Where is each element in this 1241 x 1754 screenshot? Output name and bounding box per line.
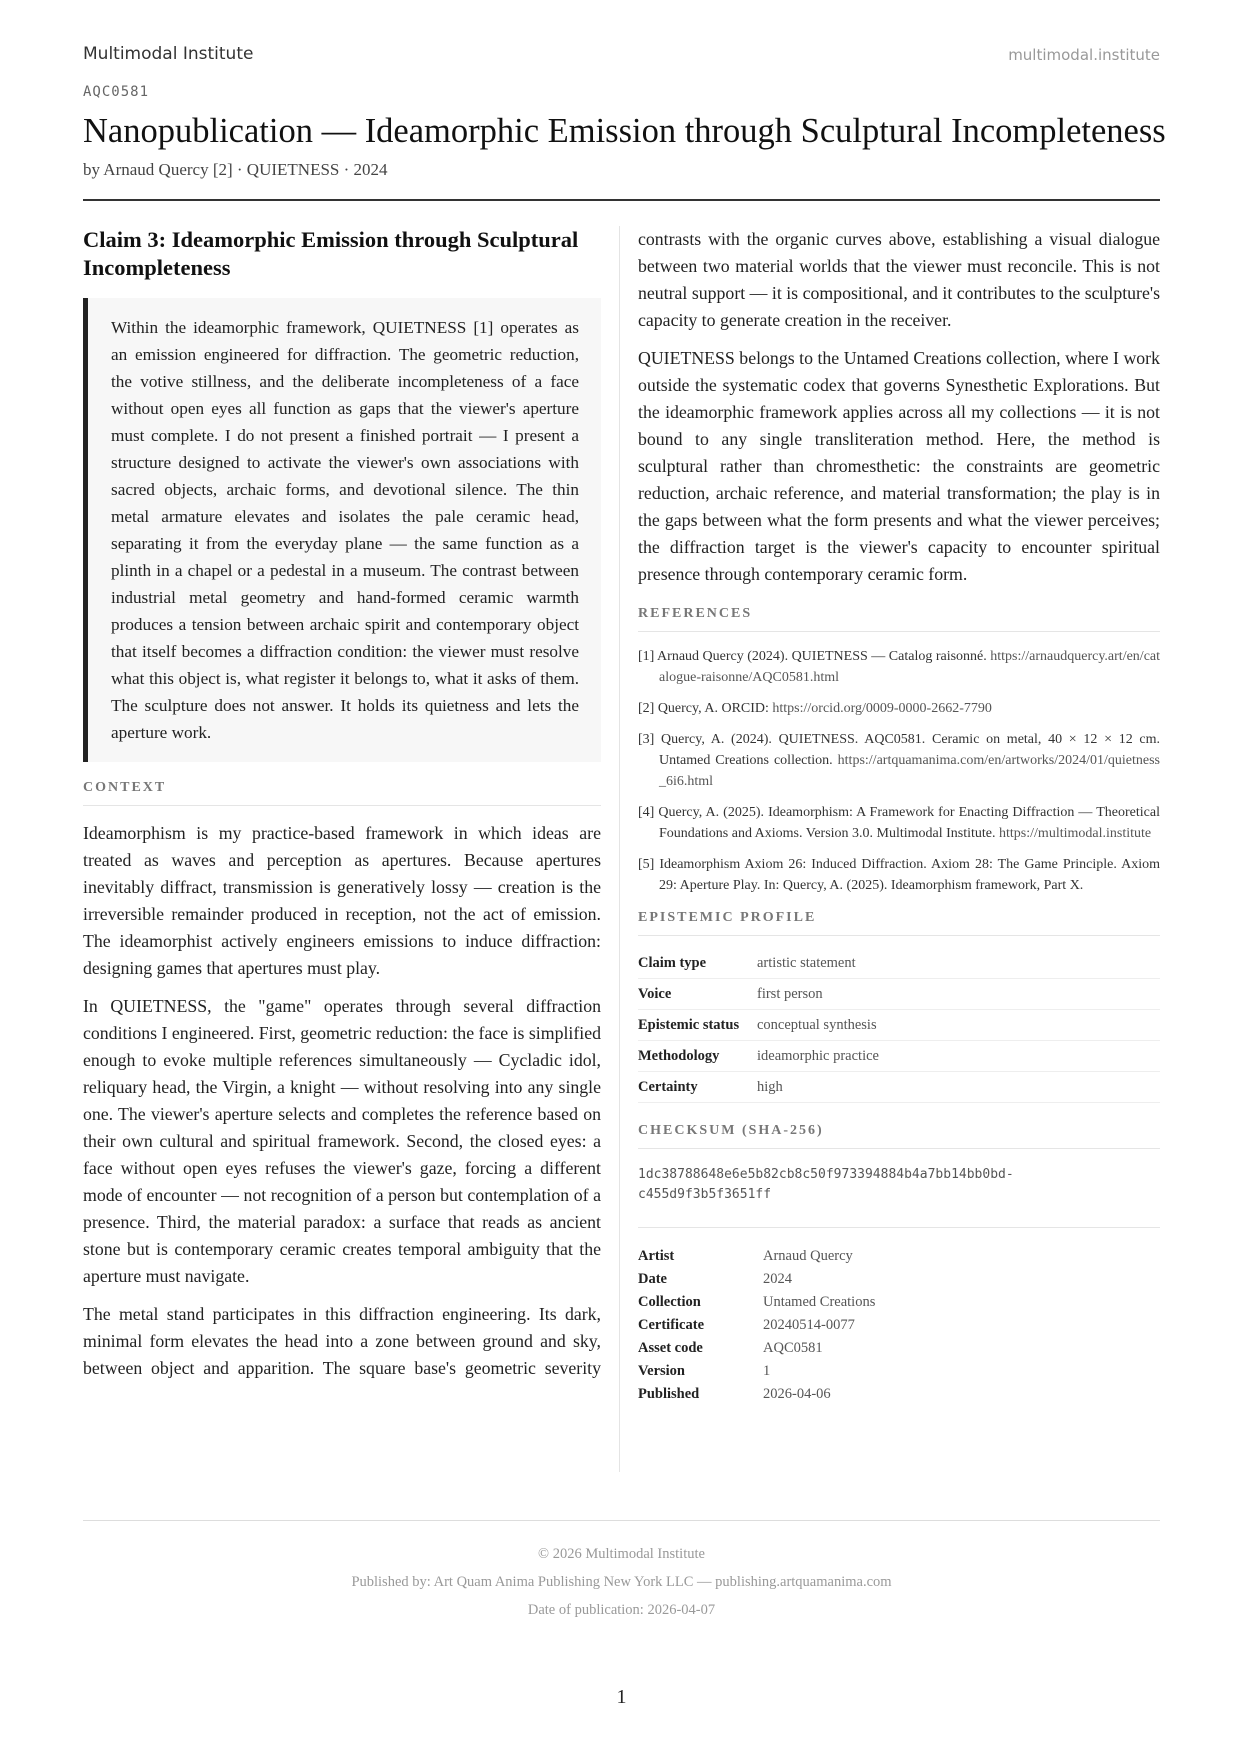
context-paragraph: The metal stand participates in this diffraction engineering. Its dark, minimal form elevates the head into a zone between ground and sky, between object and apparition. The square base's geometric severity <box>83 1304 601 1378</box>
reference-item <box>638 646 1160 688</box>
reference-text: [4] Quercy, A. (2025). Ideamorphism: A Framework for Enacting Diffraction — Theoretical Foundations and Axioms. Version 3.0. Multimodal Institute. <box>638 805 1160 841</box>
metadata-value: AQC0581 <box>763 1340 823 1356</box>
profile-value: first person <box>757 979 1160 1010</box>
institute-name: Multimodal Institute <box>83 44 254 64</box>
context-paragraph: In QUIETNESS, the "game" operates through several diffraction conditions I engineered. First, geometric reduction: the face is simplified enough to evoke multiple references simultaneously — Cycladic idol, reliquary head, the Virgin, a knight — without resolving into any single one. The viewer's aperture selects and completes the reference based on their own cultural and spiritual framework. Second, the closed eyes: a face without open eyes refuses the viewer's gaze, forcing a different mode of encounter — not recognition of a person but contemplation of a presence. Third, the material paradox: a surface that reads as ancient stone but is contemporary ceramic creates temporal ambiguity that the aperture must navigate. <box>83 996 601 1286</box>
claim-title: Claim 3: Ideamorphic Emission through Sculptural Incompleteness <box>83 227 579 280</box>
metadata-value: 20240514-0077 <box>763 1317 855 1333</box>
page-number: 1 <box>616 1686 627 1708</box>
reference-link[interactable]: https://artquamanima.com/en/artworks/2024/01/quietness_6i6.html <box>659 753 1160 789</box>
metadata-row <box>638 1268 1160 1291</box>
references-heading: REFERENCES <box>638 606 1160 632</box>
asset-code: AQC0581 <box>83 84 150 100</box>
metadata-row <box>638 1291 1160 1314</box>
metadata-value: Arnaud Quercy <box>763 1248 853 1264</box>
checksum-line: c455d9f3b5f3651ff <box>638 1187 772 1202</box>
metadata-row <box>638 1245 1160 1268</box>
profile-row <box>638 1072 1160 1103</box>
context-heading: CONTEXT <box>83 780 601 806</box>
footer-rule <box>83 1520 1160 1521</box>
profile-key: Methodology <box>638 1041 757 1072</box>
column-divider <box>619 226 620 1472</box>
profile-row <box>638 979 1160 1010</box>
footer-publisher: Published by: Art Quam Anima Publishing New York LLC — publishing.artquamanima.com <box>351 1574 892 1590</box>
metadata-key: Published <box>638 1386 700 1402</box>
profile-row <box>638 948 1160 979</box>
metadata-key: Date <box>638 1271 667 1287</box>
profile-row <box>638 1010 1160 1041</box>
reference-text: [3] Quercy, A. (2024). QUIETNESS. AQC0581. Ceramic on metal, 40 × 12 × 12 cm. Untamed Creations collection. <box>638 732 1160 768</box>
metadata-row <box>638 1360 1160 1383</box>
byline: by Arnaud Quercy [2] · QUIETNESS · 2024 <box>83 160 388 179</box>
checksum-line: 1dc38788648e6e5b82cb8c50f973394884b4a7bb14bb0bd- <box>638 1167 1014 1182</box>
epistemic-profile-table <box>638 948 1160 1103</box>
context-section <box>83 780 601 1382</box>
context-paragraph: QUIETNESS belongs to the Untamed Creations collection, where I work outside the systematic codex that governs Synesthetic Explorations. But the ideamorphic framework applies across all my collections — it is not bound to any single transliteration method. Here, the method is sculptural rather than chromesthetic: the constraints are geometric reduction, archaic reference, and material transformation; the play is in the gaps between what the form presents and what the viewer perceives; the diffraction target is the viewer's capacity to encounter spiritual presence through contemporary ceramic form. <box>638 348 1160 584</box>
metadata-value: 1 <box>763 1363 771 1379</box>
reference-item <box>638 698 1160 719</box>
checksum-heading: CHECKSUM (SHA-256) <box>638 1123 1160 1149</box>
metadata-value: Untamed Creations <box>763 1294 876 1310</box>
reference-link[interactable]: https://arnaudquercy.art/en/catalogue-raisonne/AQC0581.html <box>659 649 1161 685</box>
profile-key: Claim type <box>638 948 757 979</box>
context-paragraph-continued: contrasts with the organic curves above, establishing a visual dialogue between two material worlds that the viewer must reconcile. This is not neutral support — it is compositional, and it contributes to the sculpture's capacity to generate creation in the receiver. <box>638 229 1160 330</box>
metadata-row <box>638 1314 1160 1337</box>
site-link[interactable]: multimodal.institute <box>1008 46 1160 64</box>
page-title: Nanopublication — Ideamorphic Emission through Sculptural Incompleteness <box>83 112 1166 150</box>
right-column <box>638 226 1160 1406</box>
references-section <box>638 606 1160 896</box>
reference-item <box>638 802 1160 844</box>
footer-date: Date of publication: 2026-04-07 <box>527 1602 716 1618</box>
epistemic-profile-heading: EPISTEMIC PROFILE <box>638 910 1160 936</box>
references-list <box>638 646 1160 896</box>
metadata-row <box>638 1383 1160 1406</box>
checksum-section <box>638 1123 1160 1228</box>
metadata-key: Version <box>638 1363 685 1379</box>
profile-key: Epistemic status <box>638 1010 757 1041</box>
header-bar <box>83 44 1160 68</box>
profile-key: Voice <box>638 979 757 1010</box>
metadata-key: Certificate <box>638 1317 705 1333</box>
profile-value: high <box>757 1072 1160 1103</box>
metadata-table <box>638 1245 1160 1406</box>
metadata-key: Artist <box>638 1248 675 1264</box>
reference-text: [1] Arnaud Quercy (2024). QUIETNESS — Catalog raisonné. <box>638 649 991 664</box>
reference-item <box>638 729 1160 792</box>
reference-text: [2] Quercy, A. ORCID: <box>638 701 773 716</box>
footer-copyright: © 2026 Multimodal Institute <box>538 1546 705 1562</box>
reference-item <box>638 854 1160 896</box>
reference-link[interactable]: https://orcid.org/0009-0000-2662-7790 <box>772 701 992 716</box>
reference-link[interactable]: https://multimodal.institute <box>999 826 1152 841</box>
metadata-key: Asset code <box>638 1340 703 1356</box>
header-rule <box>83 199 1160 201</box>
metadata-value: 2024 <box>763 1271 792 1287</box>
left-column <box>83 226 601 1393</box>
metadata-key: Collection <box>638 1294 701 1310</box>
epistemic-profile-section <box>638 910 1160 1103</box>
checksum-value <box>638 1163 1160 1228</box>
metadata-row <box>638 1337 1160 1360</box>
claim-quote: Within the ideamorphic framework, QUIETNESS [1] operates as an emission engineered for diffraction. The geometric reduction, the votive stillness, and the deliberate incompleteness of a face without open eyes all function as gaps that the viewer's aperture must complete. I do not present a finished portrait — I present a structure designed to activate the viewer's own associations with sacred objects, archaic forms, and devotional silence. The thin metal armature elevates and isolates the pale ceramic head, separating it from the everyday plane — the same function as a plinth in a chapel or a pedestal in a museum. The contrast between industrial metal geometry and hand-formed ceramic warmth produces a tension between archaic spirit and contemporary object that itself becomes a diffraction condition: the viewer must resolve what this object is, what register it belongs to, what it asks of them. The sculpture does not answer. It holds its quietness and lets the aperture work. <box>83 298 601 762</box>
profile-value: artistic statement <box>757 948 1160 979</box>
metadata-value: 2026-04-06 <box>763 1386 831 1402</box>
context-paragraph: Ideamorphism is my practice-based framework in which ideas are treated as waves and perception as apertures. Because apertures inevitably diffract, transmission is generatively lossy — creation is the irreversible remainder produced in reception, not the act of emission. The ideamorphist actively engineers emissions to induce diffraction: designing games that apertures must play. <box>83 823 601 978</box>
profile-row <box>638 1041 1160 1072</box>
profile-value: conceptual synthesis <box>757 1010 1160 1041</box>
reference-text: [5] Ideamorphism Axiom 26: Induced Diffraction. Axiom 28: The Game Principle. Axiom 29: Aperture Play. In: Quercy, A. (2025). Ideamorphism framework, Part X. <box>638 857 1160 893</box>
profile-value: ideamorphic practice <box>757 1041 1160 1072</box>
profile-key: Certainty <box>638 1072 757 1103</box>
